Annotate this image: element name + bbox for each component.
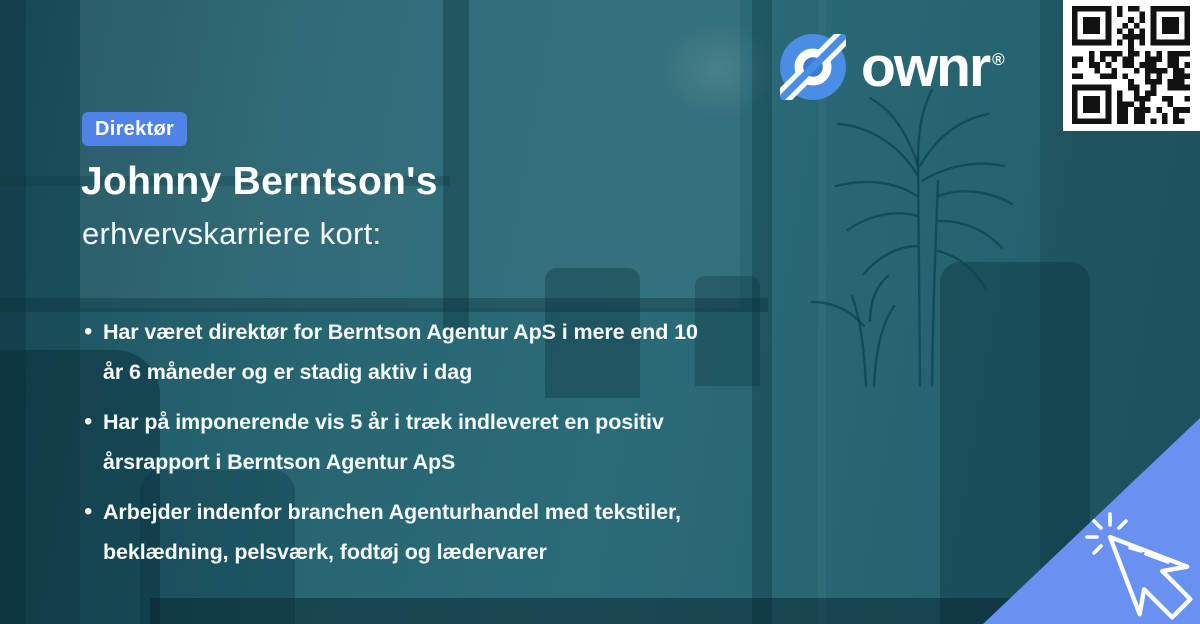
bullet-icon: • [84,318,93,345]
role-badge: Direktør [82,112,187,146]
list-item-line: beklædning, pelsværk, fodtøj og lædervarer [103,540,547,564]
list-item-line: år 6 måneder og er stadig aktiv i dag [103,360,473,384]
list-item [84,312,864,392]
list-item-text [103,402,664,482]
table-silhouette [150,598,1050,624]
corner-triangle [983,418,1200,624]
corner-cursor-graphic [980,414,1200,624]
window-glow [660,20,780,120]
list-item-text [103,312,698,392]
registered-trademark-icon: ® [992,50,1005,69]
list-item-line: Arbejder indenfor branchen Agenturhandel med tekstiler, [103,500,681,524]
window-light-overlay [80,0,740,308]
list-item [84,492,864,572]
page-subtitle: erhvervskarriere kort: [82,216,382,251]
page-title: Johnny Berntson's [81,160,438,203]
qr-code-matrix [1072,6,1190,124]
bullet-icon: • [84,498,93,525]
qr-code [1063,0,1200,131]
list-item-line: årsrapport i Berntson Agentur ApS [103,450,456,474]
list-item-line: Har på imponerende vis 5 år i træk indleveret en positiv [103,410,664,434]
window-sill [0,298,768,312]
brand-wordmark: ownr [861,35,990,99]
brand-logo [780,34,1005,100]
window-mullion [443,0,469,334]
list-item [84,402,864,482]
ownr-logo-icon [780,34,846,100]
background-shape [0,0,26,624]
list-item-text [103,492,681,572]
career-facts-list [84,312,864,582]
list-item-line: Har været direktør for Berntson Agentur ApS i mere end 10 [103,320,698,344]
background-shape [26,0,80,624]
bullet-icon: • [84,408,93,435]
